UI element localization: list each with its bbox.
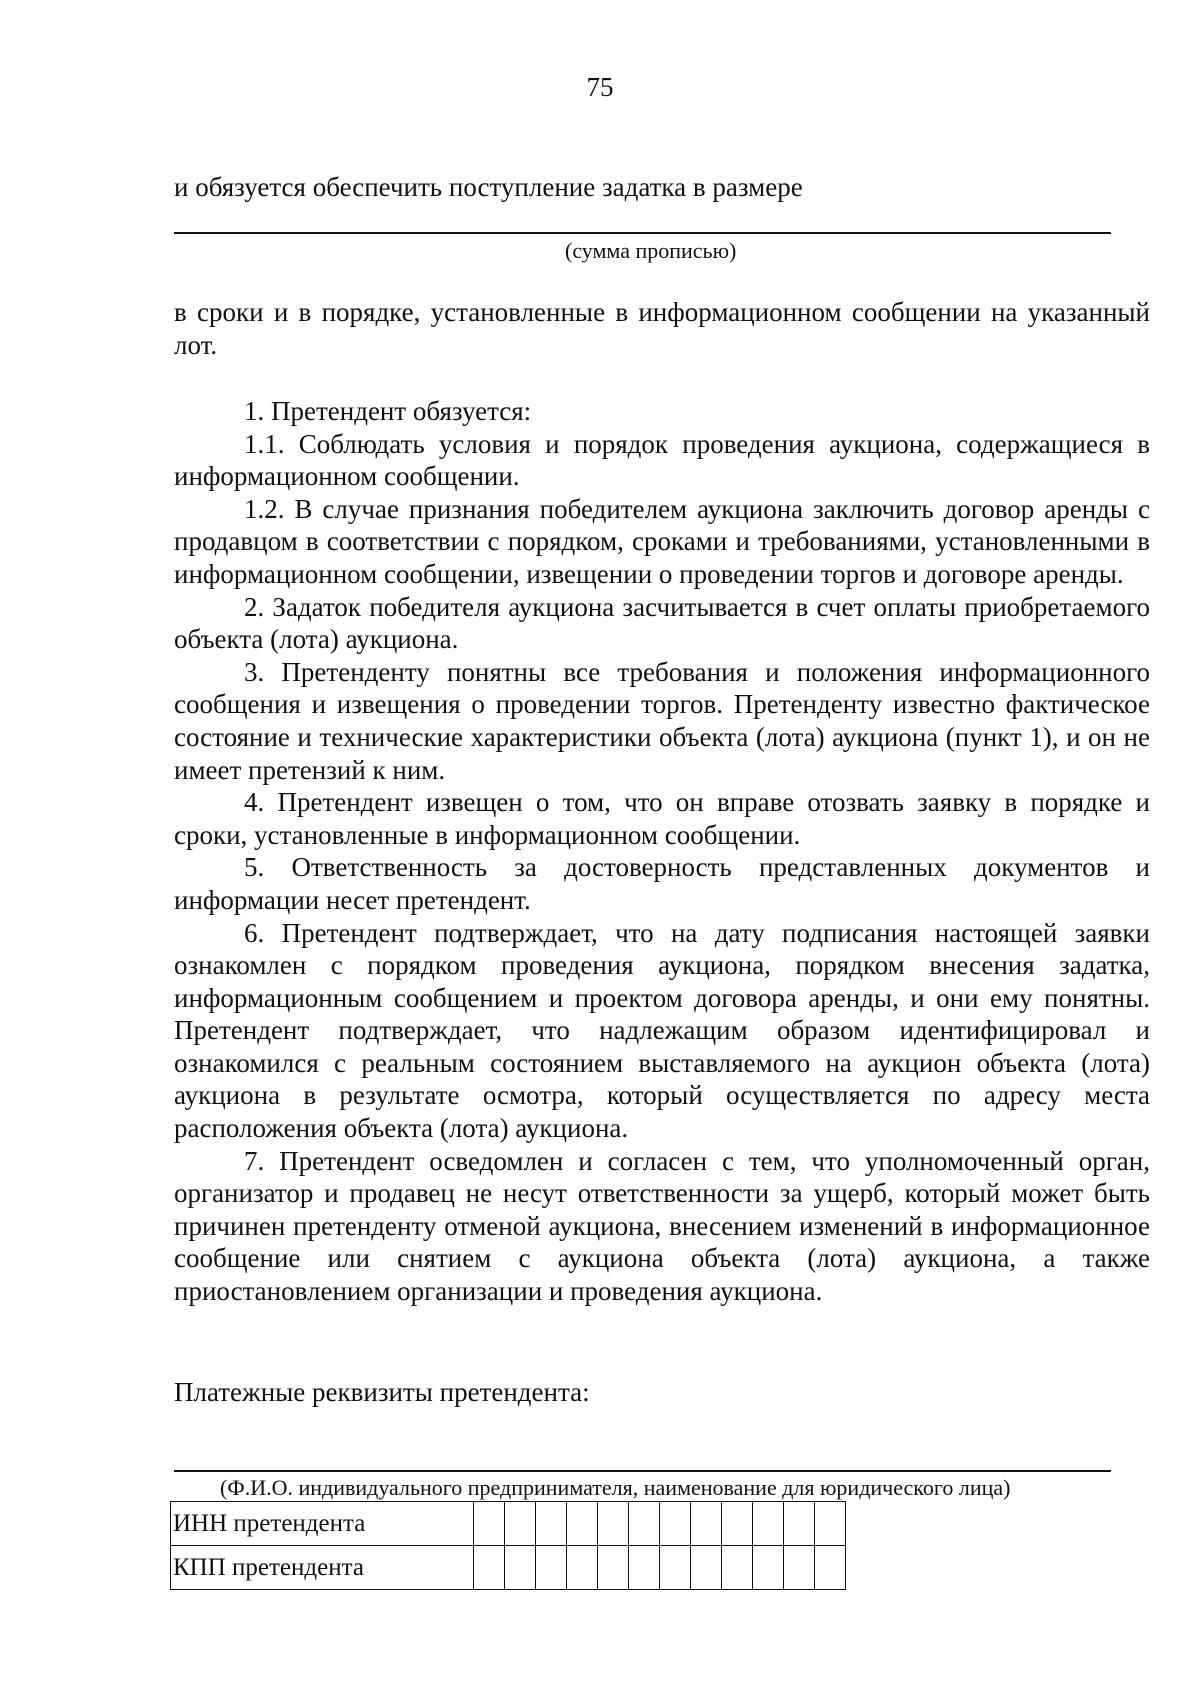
kpp-digit-cell[interactable] xyxy=(598,1546,629,1590)
inn-digit-cell[interactable] xyxy=(505,1502,536,1546)
inn-kpp-table xyxy=(170,1501,846,1590)
inn-digit-cell[interactable] xyxy=(567,1502,598,1546)
inn-digit-cell[interactable] xyxy=(598,1502,629,1546)
table-row-inn xyxy=(171,1502,846,1546)
intro-text: и обязуется обеспечить поступление задатка в размере xyxy=(174,172,803,202)
inn-digit-cell[interactable] xyxy=(784,1502,815,1546)
table-row-kpp xyxy=(171,1546,846,1590)
inn-digit-cell[interactable] xyxy=(753,1502,784,1546)
inn-digit-cell[interactable] xyxy=(536,1502,567,1546)
clause-5: 5. Ответственность за достоверность представленных документов и информации несет претендент. xyxy=(174,852,1150,915)
kpp-digit-cell[interactable] xyxy=(536,1546,567,1590)
inn-digit-cell[interactable] xyxy=(691,1502,722,1546)
inn-digit-cell[interactable] xyxy=(474,1502,505,1546)
inn-label: ИНН претендента xyxy=(171,1502,474,1546)
deadline-text: в сроки и в порядке, установленные в информационном сообщении на указанный лот. xyxy=(174,297,1150,360)
inn-digit-cell[interactable] xyxy=(629,1502,660,1546)
clause-4: 4. Претендент извещен о том, что он вправе отозвать заявку в порядке и сроки, установленные в информационном сообщении. xyxy=(174,787,1150,850)
kpp-digit-cell[interactable] xyxy=(474,1546,505,1590)
kpp-digit-cell[interactable] xyxy=(629,1546,660,1590)
kpp-digit-cell[interactable] xyxy=(784,1546,815,1590)
kpp-digit-cell[interactable] xyxy=(753,1546,784,1590)
name-fill-line xyxy=(174,1470,1111,1472)
inn-digit-cell[interactable] xyxy=(660,1502,691,1546)
page-number: 75 xyxy=(586,72,614,102)
kpp-digit-cell[interactable] xyxy=(660,1546,691,1590)
clause-1-1: 1.1. Соблюдать условия и порядок проведения аукциона, содержащиеся в информационном сообщении. xyxy=(174,428,1150,492)
clause-7: 7. Претендент осведомлен и согласен с тем, что уполномоченный орган, организатор и продавец не несут ответственности за ущерб, который может быть причинен претенденту отменой аукциона, внесением изменений в информационное сообщение или снятием с аукциона объекта (лота) аукциона, а также приостановлением организации и проведения аукциона. xyxy=(174,1145,1150,1307)
name-caption: (Ф.И.О. индивидуального предпринимателя, наименование для юридического лица) xyxy=(220,1475,1011,1500)
kpp-digit-cell[interactable] xyxy=(815,1546,846,1590)
kpp-digit-cell[interactable] xyxy=(505,1546,536,1590)
clause-1: 1. Претендент обязуется: xyxy=(244,396,532,426)
clause-2: 2. Задаток победителя аукциона засчитывается в счет оплаты приобретаемого объекта (лота) аукциона. xyxy=(174,591,1150,655)
clause-1-2: 1.2. В случае признания победителем аукциона заключить договор аренды с продавцом в соответствии с порядком, сроками и требованиями, установленными в информационном сообщении, извещении о проведении торгов и договоре аренды. xyxy=(174,493,1150,589)
sum-caption: (сумма прописью) xyxy=(565,238,737,263)
clause-6: 6. Претендент подтверждает, что на дату подписания настоящей заявки ознакомлен с порядком проведения аукциона, порядком внесения задатка, информационным сообщением и проектом договора аренды, и они ему понятны. Претендент подтверждает, что надлежащим образом идентифицировал и ознакомился с реальным состоянием выставляемого на аукцион объекта (лота) аукциона в результате осмотра, который осуществляется по адресу места расположения объекта (лота) аукциона. xyxy=(174,917,1150,1144)
kpp-digit-cell[interactable] xyxy=(722,1546,753,1590)
requisites-title: Платежные реквизиты претендента: xyxy=(174,1377,590,1407)
clauses-list xyxy=(174,395,1150,1308)
sum-fill-line xyxy=(174,232,1111,234)
kpp-digit-cell[interactable] xyxy=(567,1546,598,1590)
kpp-label: КПП претендента xyxy=(171,1546,474,1590)
kpp-digit-cell[interactable] xyxy=(691,1546,722,1590)
inn-digit-cell[interactable] xyxy=(815,1502,846,1546)
inn-digit-cell[interactable] xyxy=(722,1502,753,1546)
clause-3: 3. Претенденту понятны все требования и положения информационного сообщения и извещения о проведении торгов. Претенденту известно фактическое состояние и технические характеристики объекта (лота) аукциона (пункт 1), и он не имеет претензий к ним. xyxy=(174,656,1150,785)
